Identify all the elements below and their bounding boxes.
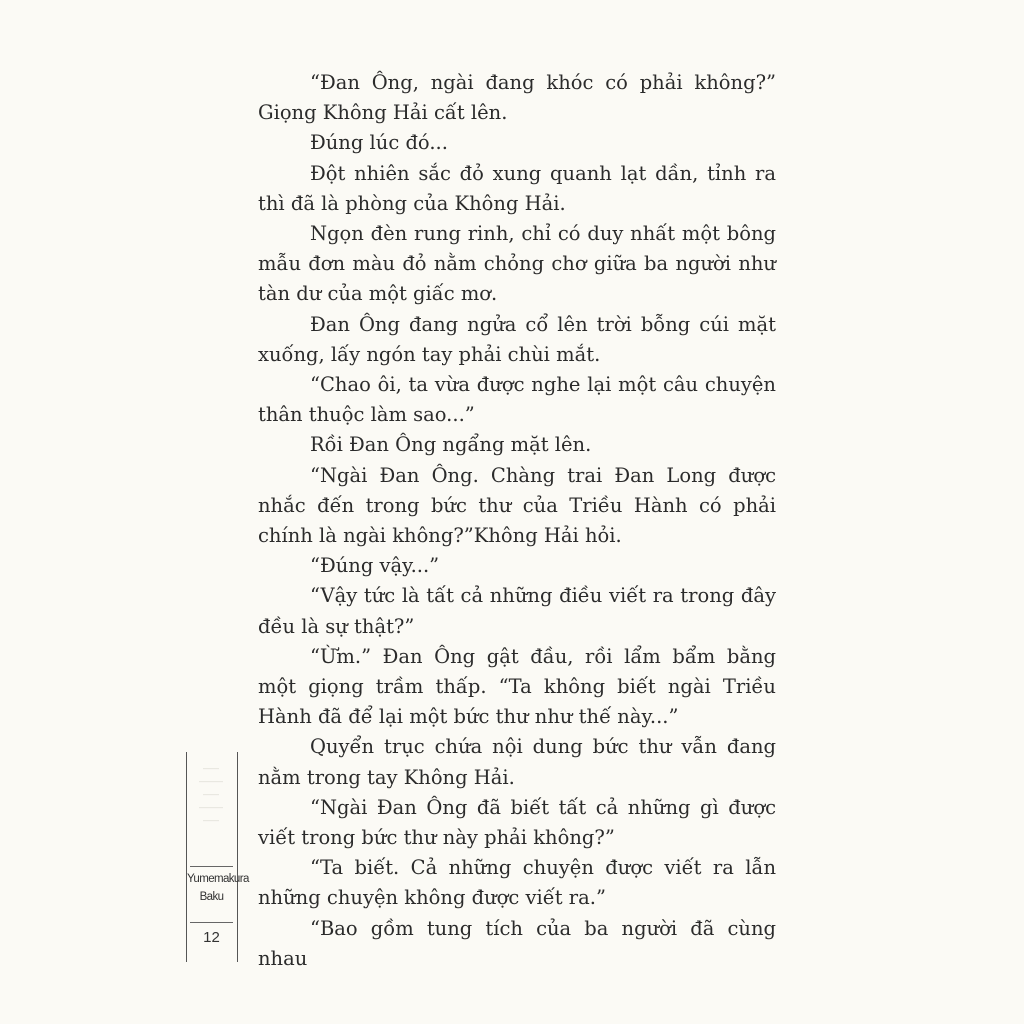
- paragraph-8: “Ngài Đan Ông. Chàng trai Đan Long được nhắc đến trong bức thư của Triều Hành có phải chính là ngài không?”Không Hải hỏi.: [258, 463, 776, 548]
- paragraph-4: Ngọn đèn rung rinh, chỉ có duy nhất một bông mẫu đơn màu đỏ nằm chỏng chơ giữa ba người như tàn dư của một giấc mơ.: [258, 222, 776, 306]
- paragraph-10: “Vậy tức là tất cả những điều viết ra trong đây đều là sự thật?”: [258, 584, 776, 638]
- paragraph-9: “Đúng vậy...”: [310, 554, 440, 578]
- running-sidebar: [186, 752, 249, 962]
- author-first-name: Yumemakura: [187, 873, 249, 885]
- body-text: [258, 68, 776, 974]
- sidebar-rule-bottom: [190, 922, 233, 923]
- paragraph-12: Quyển trục chứa nội dung bức thư vẫn đang nằm trong tay Không Hải.: [258, 735, 776, 789]
- paragraph-15: “Bao gồm tung tích của ba người đã cùng nhau: [258, 916, 776, 970]
- page-number: 12: [203, 929, 220, 946]
- sidebar-author: [187, 870, 249, 906]
- paragraph-5: Đan Ông đang ngửa cổ lên trời bỗng cúi mặt xuống, lấy ngón tay phải chùi mắt.: [258, 312, 776, 366]
- paragraph-14: “Ta biết. Cả những chuyện được viết ra lẫn những chuyện không được viết ra.”: [258, 856, 776, 910]
- paragraph-3: Đột nhiên sắc đỏ xung quanh lạt dần, tỉnh ra thì đã là phòng của Không Hải.: [258, 161, 776, 215]
- paragraph-2: Đúng lúc đó...: [310, 131, 448, 155]
- paragraph-11: “Ừm.” Đan Ông gật đầu, rồi lẩm bẩm bằng một giọng trầm thấp. “Ta không biết ngài Triều Hành đã để lại một bức thư như thế này...”: [258, 644, 776, 729]
- paragraph-1: “Đan Ông, ngài đang khóc có phải không?” Giọng Không Hải cất lên.: [258, 71, 776, 125]
- paragraph-13: “Ngài Đan Ông đã biết tất cả những gì được viết trong bức thư này phải không?”: [258, 795, 776, 850]
- author-last-name: Baku: [199, 891, 224, 903]
- sidebar-rule-top: [190, 866, 233, 867]
- paragraph-6: “Chao ôi, ta vừa được nghe lại một câu chuyện thân thuộc làm sao...”: [258, 373, 776, 427]
- sidebar-faint-lines: —— ——— —— ——— ——: [199, 764, 223, 825]
- paragraph-7: Rồi Đan Ông ngẩng mặt lên.: [310, 433, 592, 457]
